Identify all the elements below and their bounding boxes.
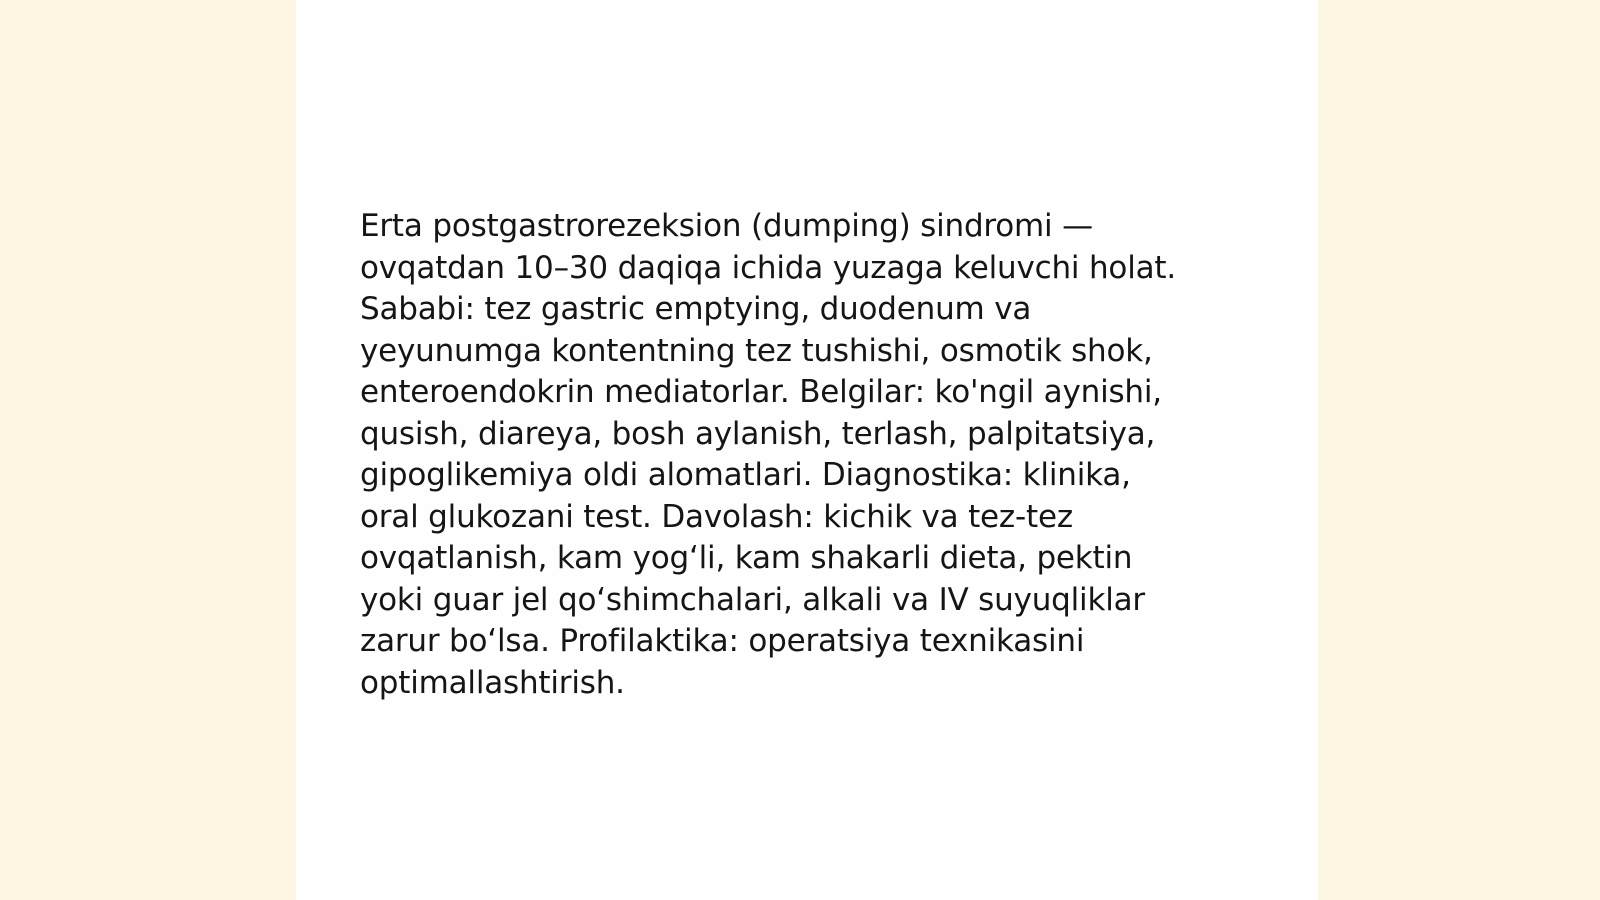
text-line: ovqatdan 10–30 daqiqa ichida yuzaga keluvchi holat. <box>360 249 1177 286</box>
text-line: yoki guar jel qo‘shimchalari, alkali va IV suyuqliklar <box>360 581 1145 618</box>
slide-body-text <box>360 206 1240 704</box>
text-line: zarur bo‘lsa. Profilaktika: operatsiya texnikasini <box>360 623 1085 659</box>
text-line: Sababi: tez gastric emptying, duodenum va <box>360 291 1032 327</box>
text-line: qusish, diareya, bosh aylanish, terlash, palpitatsiya, <box>360 415 1156 452</box>
text-line: optimallashtirish. <box>360 664 625 701</box>
text-line: gipoglikemiya oldi alomatlari. Diagnostika: klinika, <box>360 457 1131 493</box>
text-line: enteroendokrin mediatorlar. Belgilar: ko'ngil aynishi, <box>360 374 1162 410</box>
text-line: yeyunumga kontentning tez tushishi, osmotik shok, <box>360 332 1153 369</box>
text-line: Erta postgastrorezeksion (dumping) sindromi — <box>360 208 1093 244</box>
text-line: oral glukozani test. Davolash: kichik va tez-tez <box>360 498 1073 535</box>
text-line: ovqatlanish, kam yog‘li, kam shakarli dieta, pektin <box>360 540 1133 576</box>
slide-page <box>296 0 1318 900</box>
